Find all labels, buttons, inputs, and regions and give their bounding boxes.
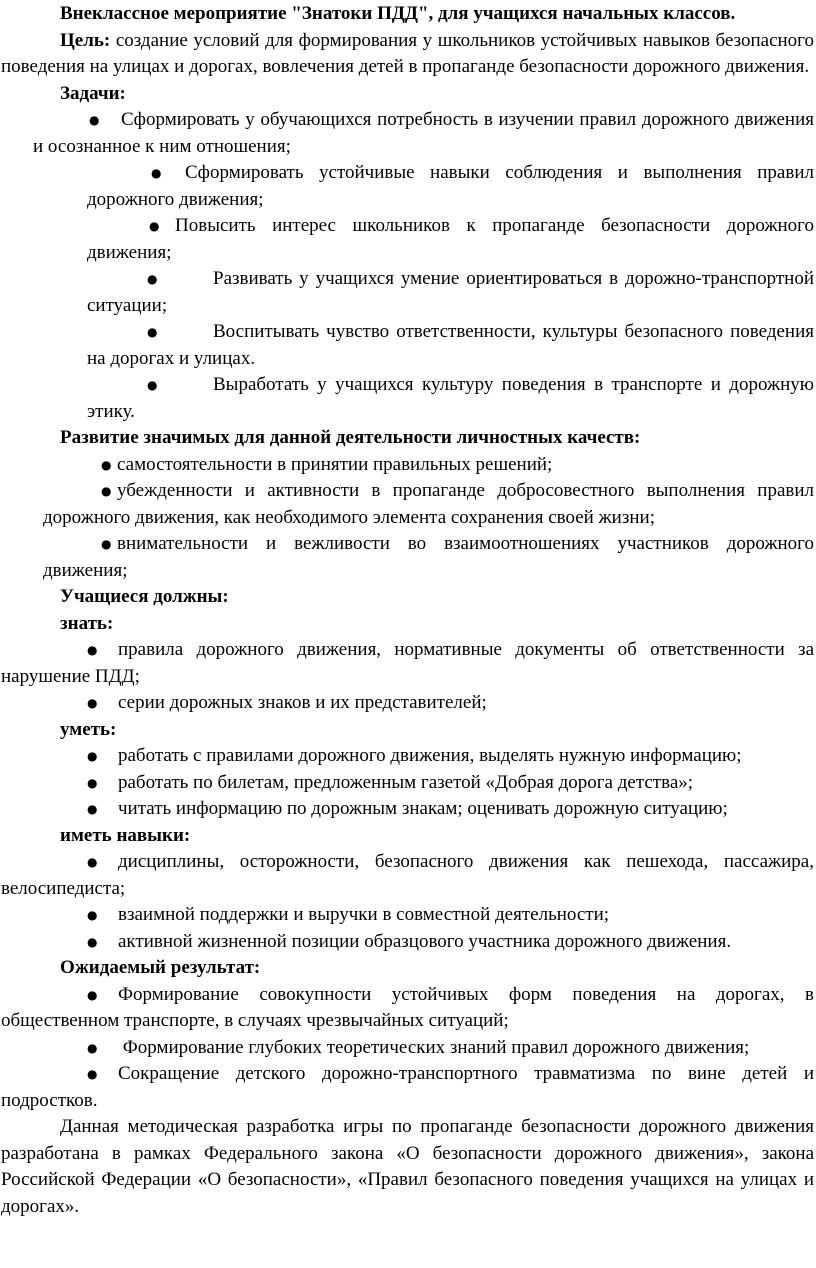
skills-text: дисциплины, осторожности, безопасного движения как пешехода, пассажира, велосипедиста;: [1, 851, 814, 899]
bullet-icon: ●: [87, 1067, 98, 1081]
bullet-icon: ●: [87, 696, 98, 710]
task-text: Сформировать у обучающихся потребность в изучении правил дорожного движения и осознанное к ним отношения;: [33, 109, 814, 157]
task-text: Выработать у учащихся культуру поведения в транспорте и дорожную этику.: [87, 374, 814, 422]
bullet-icon: ●: [87, 802, 98, 816]
qualities-heading: Развитие значимых для данной деятельности личностных качеств:: [60, 427, 641, 448]
students-heading: Учащиеся должны:: [60, 586, 229, 607]
quality-item: [1, 478, 814, 531]
can-text: работать с правилами дорожного движения, выделять нужную информацию;: [118, 745, 742, 766]
skills-heading: иметь навыки:: [60, 824, 191, 846]
bullet-icon: ●: [147, 325, 158, 339]
task-text: Развивать у учащихся умение ориентироваться в дорожно-транспортной ситуации;: [87, 268, 814, 316]
task-item: [1, 319, 814, 372]
task-item: [1, 107, 814, 160]
goal-text: создание условий для формирования у школьников устойчивых навыков безопасного поведения на улицах и дорогах, вовлечения детей в пропаганде безопасности дорожного движения.: [1, 29, 814, 77]
task-item: [1, 213, 814, 266]
bullet-icon: ●: [87, 908, 98, 922]
quality-text: убежденности и активности в пропаганде добросовестного выполнения правил дорожного движения, как необходимого элемента сохранения своей жизни;: [43, 480, 814, 528]
quality-text: самостоятельности в принятии правильных решений;: [117, 453, 553, 475]
bullet-icon: ●: [101, 484, 112, 498]
task-text: Повысить интерес школьников к пропаганде безопасности дорожного движения;: [87, 215, 814, 263]
skills-text: активной жизненной позиции образцового участника дорожного движения.: [118, 930, 732, 952]
task-text: Воспитывать чувство ответственности, культуры безопасного поведения на дорогах и улицах.: [87, 321, 814, 369]
result-text: Формирование совокупности устойчивых форм поведения на дорогах, в общественном транспорте, в случаях чрезвычайных ситуаций;: [1, 983, 814, 1031]
bullet-icon: ●: [87, 775, 98, 790]
can-text: работать по билетам, предложенным газетой «Добрая дорога детства»;: [118, 771, 694, 793]
task-item: [1, 160, 814, 213]
result-item: [1, 1061, 814, 1114]
bullet-icon: ●: [87, 1040, 98, 1055]
bullet-icon: ●: [147, 272, 158, 286]
bullet-icon: ●: [151, 166, 162, 180]
result-text: Сокращение детского дорожно-транспортного травматизма по вине детей и подростков.: [1, 1063, 814, 1111]
result-heading: Ожидаемый результат:: [60, 957, 261, 978]
bullet-icon: ●: [89, 113, 100, 127]
tasks-heading: Задачи:: [60, 82, 126, 104]
task-item: [1, 266, 814, 319]
know-item: [1, 690, 814, 717]
know-text: серии дорожных знаков и их представителей;: [118, 692, 487, 713]
can-item: [1, 796, 814, 823]
bullet-icon: ●: [149, 219, 160, 233]
result-item: [1, 1035, 814, 1062]
goal-label: Цель:: [60, 29, 111, 51]
know-item: [1, 637, 814, 690]
goal-paragraph: [1, 28, 814, 81]
bullet-icon: ●: [87, 749, 98, 763]
can-item: [1, 770, 814, 797]
closing-paragraph: Данная методическая разработка игры по пропаганде безопасности дорожного движения разработана в рамках Федерального закона «О безопасности дорожного движения», закона Российской Федерации «О безопасности», «Правил безопасного поведения учащихся на улицах и дорогах».: [1, 1116, 814, 1217]
quality-item: [1, 452, 814, 479]
know-text: правила дорожного движения, нормативные документы об ответственности за нарушение ПДД;: [1, 639, 814, 687]
result-item: [1, 982, 814, 1035]
document-title: Внеклассное мероприятие "Знатоки ПДД", для учащихся начальных классов.: [60, 3, 736, 24]
skills-item: [1, 929, 814, 956]
can-text: читать информацию по дорожным знакам; оценивать дорожную ситуацию;: [118, 798, 728, 819]
quality-text: внимательности и вежливости во взаимоотношениях участников дорожного движения;: [43, 533, 814, 581]
bullet-icon: ●: [147, 378, 158, 392]
can-heading: уметь:: [60, 718, 117, 740]
bullet-icon: ●: [87, 855, 98, 869]
can-item: [1, 743, 814, 770]
skills-item: [1, 902, 814, 929]
bullet-icon: ●: [87, 643, 98, 657]
result-text: Формирование глубоких теоретических знаний правил дорожного движения;: [118, 1036, 750, 1058]
task-text: Сформировать устойчивые навыки соблюдения и выполнения правил дорожного движения;: [87, 162, 814, 210]
skills-text: взаимной поддержки и выручки в совместной деятельности;: [118, 904, 610, 925]
bullet-icon: ●: [87, 934, 98, 949]
bullet-icon: ●: [101, 457, 112, 472]
bullet-icon: ●: [101, 537, 112, 551]
know-heading: знать:: [60, 612, 114, 634]
quality-item: [1, 531, 814, 584]
skills-item: [1, 849, 814, 902]
bullet-icon: ●: [87, 987, 98, 1002]
task-item: [1, 372, 814, 425]
